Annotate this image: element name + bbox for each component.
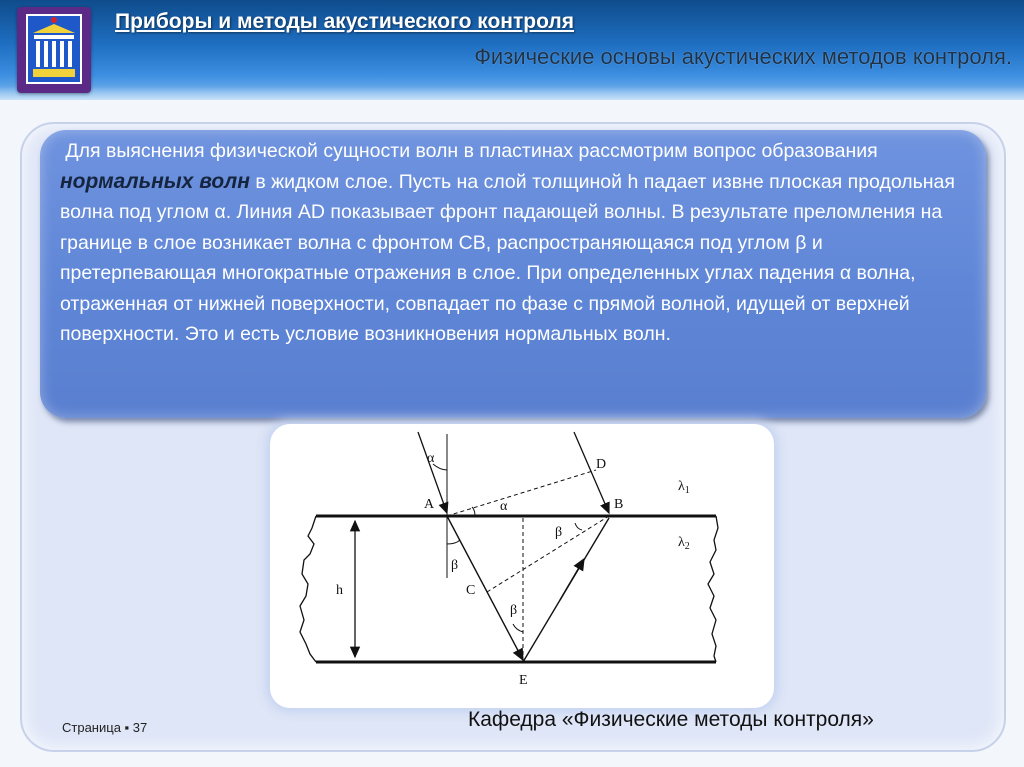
explanation-text-box <box>40 130 986 418</box>
label-beta-a: β <box>451 558 459 573</box>
wave-front-cb <box>487 516 609 592</box>
page-bullet-icon: ▪ <box>124 720 130 735</box>
wave-diagram-card <box>270 424 774 708</box>
page-number-label <box>62 720 147 735</box>
label-point-b: B <box>614 497 624 512</box>
refracted-ray-ae <box>447 516 523 660</box>
paragraph-part-2: в жидком слое. Пусть на слой толщиной h падает извне плоская продольная волна под углом α. Линия AD показывает фронт падающей волны. В результате преломления на границе в слое возникает волна с фронтом CB, распространяющаяся под углом β и претерпевающая многократные отражения в слое. При определенных углах падения α волна, отраженная от нижней поверхности, совпадает по фазе с прямой волной, идущей от верхней поверхности. Это и есть условие возникновения нормальных волн. <box>60 170 955 345</box>
label-point-c: C <box>466 583 476 598</box>
wave-front-ad <box>447 470 596 516</box>
paragraph-part-1: Для выяснения физической сущности волн в пластинах рассмотрим вопрос образования <box>65 140 878 162</box>
label-point-e: E <box>519 673 528 688</box>
label-alpha-front: α <box>500 499 508 514</box>
left-broken-edge <box>300 516 316 662</box>
label-point-a: A <box>424 497 435 512</box>
label-lambda-1: $\lambda_1$ <box>678 479 690 496</box>
label-beta-b: β <box>555 525 563 540</box>
page-title: Приборы и методы акустического контроля <box>115 10 575 33</box>
label-alpha-top: α <box>427 451 435 466</box>
university-logo <box>17 7 91 93</box>
building-emblem-icon <box>17 7 91 93</box>
emphasis-normal-waves: нормальных волн <box>60 169 250 193</box>
label-lambda-2: $\lambda_2$ <box>678 535 690 552</box>
incident-ray-b <box>574 432 609 513</box>
page-subtitle: Физические основы акустических методов контроля. <box>474 44 1012 69</box>
explanation-paragraph <box>60 136 976 350</box>
wave-refraction-diagram <box>270 424 774 708</box>
page-number: 37 <box>132 720 148 735</box>
department-footer: Кафедра «Физические методы контроля» <box>468 708 874 731</box>
label-point-d: D <box>596 457 607 472</box>
right-broken-edge <box>708 516 718 662</box>
page-prefix: Страница <box>62 720 121 735</box>
label-beta-e: β <box>510 603 518 618</box>
label-thickness-h: h <box>336 583 343 598</box>
